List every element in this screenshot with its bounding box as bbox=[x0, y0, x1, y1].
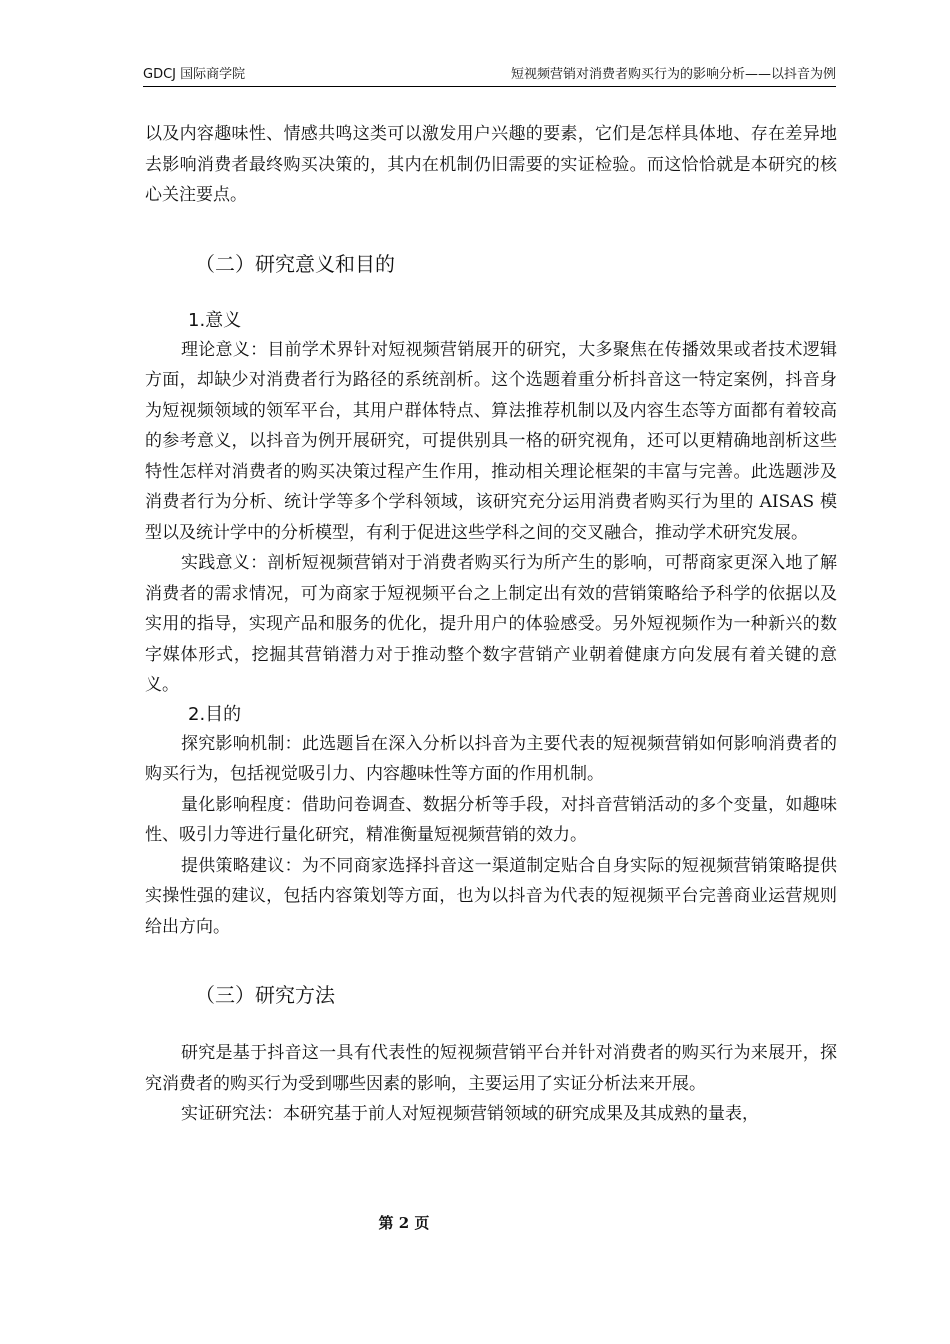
paragraph-empirical: 实证研究法：本研究基于前人对短视频营销领域的研究成果及其成熟的量表， bbox=[181, 1104, 759, 1124]
header-school: GDCJ 国际商学院 bbox=[143, 67, 246, 82]
paragraph-quantify: 量化影响程度：借助问卷调查、数据分析等手段，对抖音营销活动的多个变量，如趣味性、吸引力等进行量化研究，精准衡量短视频营销的效力。 bbox=[145, 794, 837, 845]
heading-section-3: （三）研究方法 bbox=[195, 983, 335, 1007]
heading-meaning: 1.意义 bbox=[188, 309, 242, 331]
page-header bbox=[143, 66, 836, 87]
paragraph-mechanism: 探究影响机制：此选题旨在深入分析以抖音为主要代表的短视频营销如何影响消费者的购买行为，包括视觉吸引力、内容趣味性等方面的作用机制。 bbox=[145, 733, 837, 784]
paragraph-theory: 理论意义：目前学术界针对短视频营销展开的研究，大多聚焦在传播效果或者技术逻辑方面，却缺少对消费者行为路径的系统剖析。这个选题着重分析抖音这一特定案例，抖音身为短视频领域的领军平台，其用户群体特点、算法推荐机制以及内容生态等方面都有着较高的参考意义，以抖音为例开展研究，可提供别具一格的研究视角，还可以更精确地剖析这些特性怎样对消费者的购买决策过程产生作用，推动相关理论框架的丰富与完善。此选题涉及消费者行为分析、统计学等多个学科领域，该研究充分运用消费者购买行为里的 AISAS 模型以及统计学中的分析模型，有利于促进这些学科之间的交叉融合，推动学术研究发展。 bbox=[145, 339, 837, 543]
heading-purpose: 2.目的 bbox=[188, 703, 242, 725]
page-body bbox=[145, 119, 837, 1130]
paragraph-intro-continuation: 以及内容趣味性、情感共鸣这类可以激发用户兴趣的要素，它们是怎样具体地、存在差异地去影响消费者最终购买决策的，其内在机制仍旧需要的实证检验。而这恰恰就是本研究的核心关注要点。 bbox=[145, 124, 837, 205]
heading-section-2: （二）研究意义和目的 bbox=[195, 251, 395, 276]
paragraph-method-intro: 研究是基于抖音这一具有代表性的短视频营销平台并针对消费者的购买行为来展开，探究消费者的购买行为受到哪些因素的影响，主要运用了实证分析法来开展。 bbox=[145, 1043, 837, 1094]
paragraph-practice: 实践意义：剖析短视频营销对于消费者购买行为所产生的影响，可帮商家更深入地了解消费者的需求情况，可为商家于短视频平台之上制定出有效的营销策略给予科学的依据以及实用的指导，实现产品和服务的优化，提升用户的体验感受。另外短视频作为一种新兴的数字媒体形式，挖掘其营销潜力对于推动整个数字营销产业朝着健康方向发展有着关键的意义。 bbox=[145, 553, 837, 695]
header-title: 短视频营销对消费者购买行为的影响分析——以抖音为例 bbox=[510, 67, 836, 82]
paragraph-strategy: 提供策略建议：为不同商家选择抖音这一渠道制定贴合自身实际的短视频营销策略提供实操性强的建议，包括内容策划等方面，也为以抖音为代表的短视频平台完善商业运营规则给出方向。 bbox=[145, 855, 837, 937]
page-number: 第 2 页 bbox=[378, 1214, 430, 1232]
